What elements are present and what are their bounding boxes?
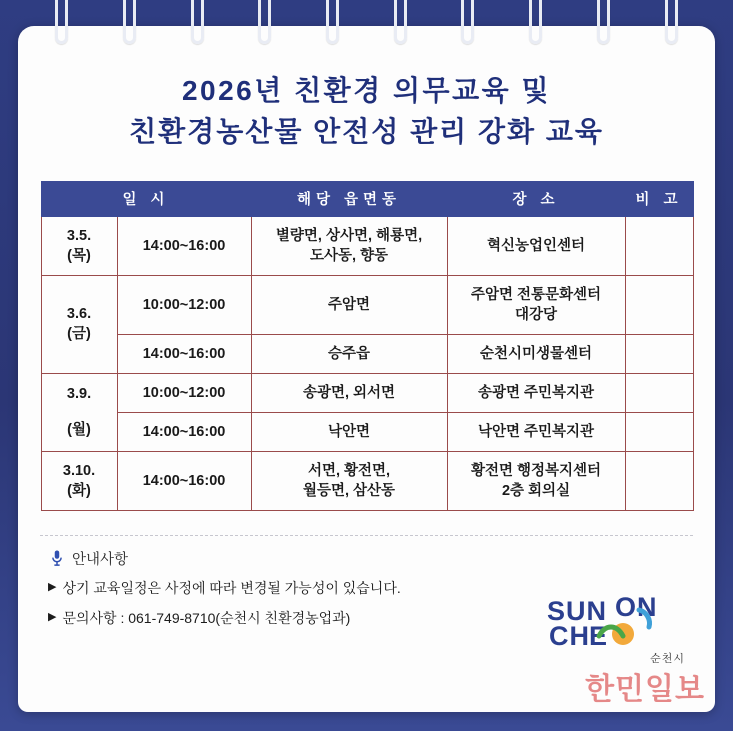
spiral-ring-icon <box>191 0 204 44</box>
cell-place: 낙안면 주민복지관 <box>447 412 625 451</box>
cell-date <box>41 216 117 275</box>
notice-item-text: 상기 교육일정은 사정에 따라 변경될 가능성이 있습니다. <box>62 579 401 596</box>
svg-text:E: E <box>589 621 609 651</box>
cell-note <box>625 412 693 451</box>
spiral-ring-icon <box>326 0 339 44</box>
spiral-ring-icon <box>529 0 542 44</box>
svg-text:ON: ON <box>615 592 658 622</box>
spiral-ring-icon <box>461 0 474 44</box>
cell-area <box>251 216 447 275</box>
table-row <box>41 373 693 412</box>
cell-note <box>625 451 693 510</box>
svg-text:SUN: SUN <box>547 596 608 626</box>
cell-note <box>625 216 693 275</box>
cell-place: 순천시미생물센터 <box>447 334 625 373</box>
column-header-note: 비 고 <box>625 181 693 216</box>
cell-date <box>41 373 117 451</box>
spiral-ring-icon <box>597 0 610 44</box>
title-line-1: 2026년 친환경 의무교육 및 <box>181 75 552 106</box>
spiral-ring-icon <box>55 0 68 44</box>
place-line-1: 주암면 전통문화센터 <box>470 286 602 303</box>
schedule-table <box>41 181 694 511</box>
cell-place <box>447 216 625 275</box>
date-weekday: (월) <box>67 422 91 439</box>
notice-heading <box>48 548 715 569</box>
date-day: 3.10. <box>62 462 96 479</box>
cell-area: 승주읍 <box>251 334 447 373</box>
table-row <box>41 451 693 510</box>
area-line-2: 월등면, 삼산동 <box>302 482 396 499</box>
date-weekday: (금) <box>67 326 91 343</box>
cell-time: 10:00~12:00 <box>117 373 251 412</box>
spiral-ring-icon <box>258 0 271 44</box>
triangle-bullet-icon: ▶ <box>48 580 57 593</box>
cell-place <box>447 451 625 510</box>
schedule-table-wrap <box>41 181 693 511</box>
column-header-place: 장 소 <box>447 181 625 216</box>
date-weekday: (화) <box>67 482 91 499</box>
area-line-2: 도사동, 향동 <box>309 247 389 264</box>
cell-area: 송광면, 외서면 <box>251 373 447 412</box>
notice-item-text: 문의사항 : 061-749-8710(순천시 친환경농업과) <box>62 609 351 626</box>
place-line-1: 황전면 행정복지센터 <box>470 462 602 479</box>
cell-time: 14:00~16:00 <box>117 216 251 275</box>
cell-area <box>251 451 447 510</box>
column-header-datetime: 일 시 <box>41 181 251 216</box>
cell-place: 송광면 주민복지관 <box>447 373 625 412</box>
date-day: 3.5. <box>66 227 92 244</box>
place-line-2: 대강당 <box>515 306 558 323</box>
cell-time: 14:00~16:00 <box>117 334 251 373</box>
watermark: 한민일보 <box>585 673 705 706</box>
cell-time: 10:00~12:00 <box>117 275 251 334</box>
cell-area: 낙안면 <box>251 412 447 451</box>
paper-card <box>18 26 715 712</box>
spiral-ring-icon <box>665 0 678 44</box>
place-line-1: 혁신농업인센터 <box>486 237 586 254</box>
microphone-icon <box>48 549 66 567</box>
cell-time: 14:00~16:00 <box>117 412 251 451</box>
cell-note <box>625 275 693 334</box>
cell-area: 주암면 <box>251 275 447 334</box>
cell-date <box>41 451 117 510</box>
place-line-2: 2층 회의실 <box>501 482 571 499</box>
suncheon-logo-subtitle: 순천시 <box>650 653 685 665</box>
table-row <box>41 216 693 275</box>
svg-text:CH: CH <box>549 621 590 651</box>
title-line-2: 친환경농산물 안전성 관리 강화 교육 <box>129 116 604 148</box>
cell-date <box>41 275 117 373</box>
date-weekday: (목) <box>67 247 91 264</box>
column-header-area: 해당 읍면동 <box>251 181 447 216</box>
cell-place <box>447 275 625 334</box>
area-line-1: 별량면, 상사면, 해룡면, <box>275 227 423 244</box>
cell-note <box>625 334 693 373</box>
spiral-ring-icon <box>123 0 136 44</box>
cell-time: 14:00~16:00 <box>117 451 251 510</box>
table-row <box>41 412 693 451</box>
notebook-spiral-rings <box>0 0 733 50</box>
area-line-1: 서면, 황전면, <box>307 462 391 479</box>
table-row <box>41 275 693 334</box>
notice-heading-label: 안내사항 <box>72 551 129 568</box>
table-header-row <box>41 181 693 216</box>
table-row <box>41 334 693 373</box>
triangle-bullet-icon: ▶ <box>48 610 57 623</box>
cell-note <box>625 373 693 412</box>
date-day: 3.9. <box>66 386 92 403</box>
date-day: 3.6. <box>66 306 92 323</box>
spiral-ring-icon <box>394 0 407 44</box>
